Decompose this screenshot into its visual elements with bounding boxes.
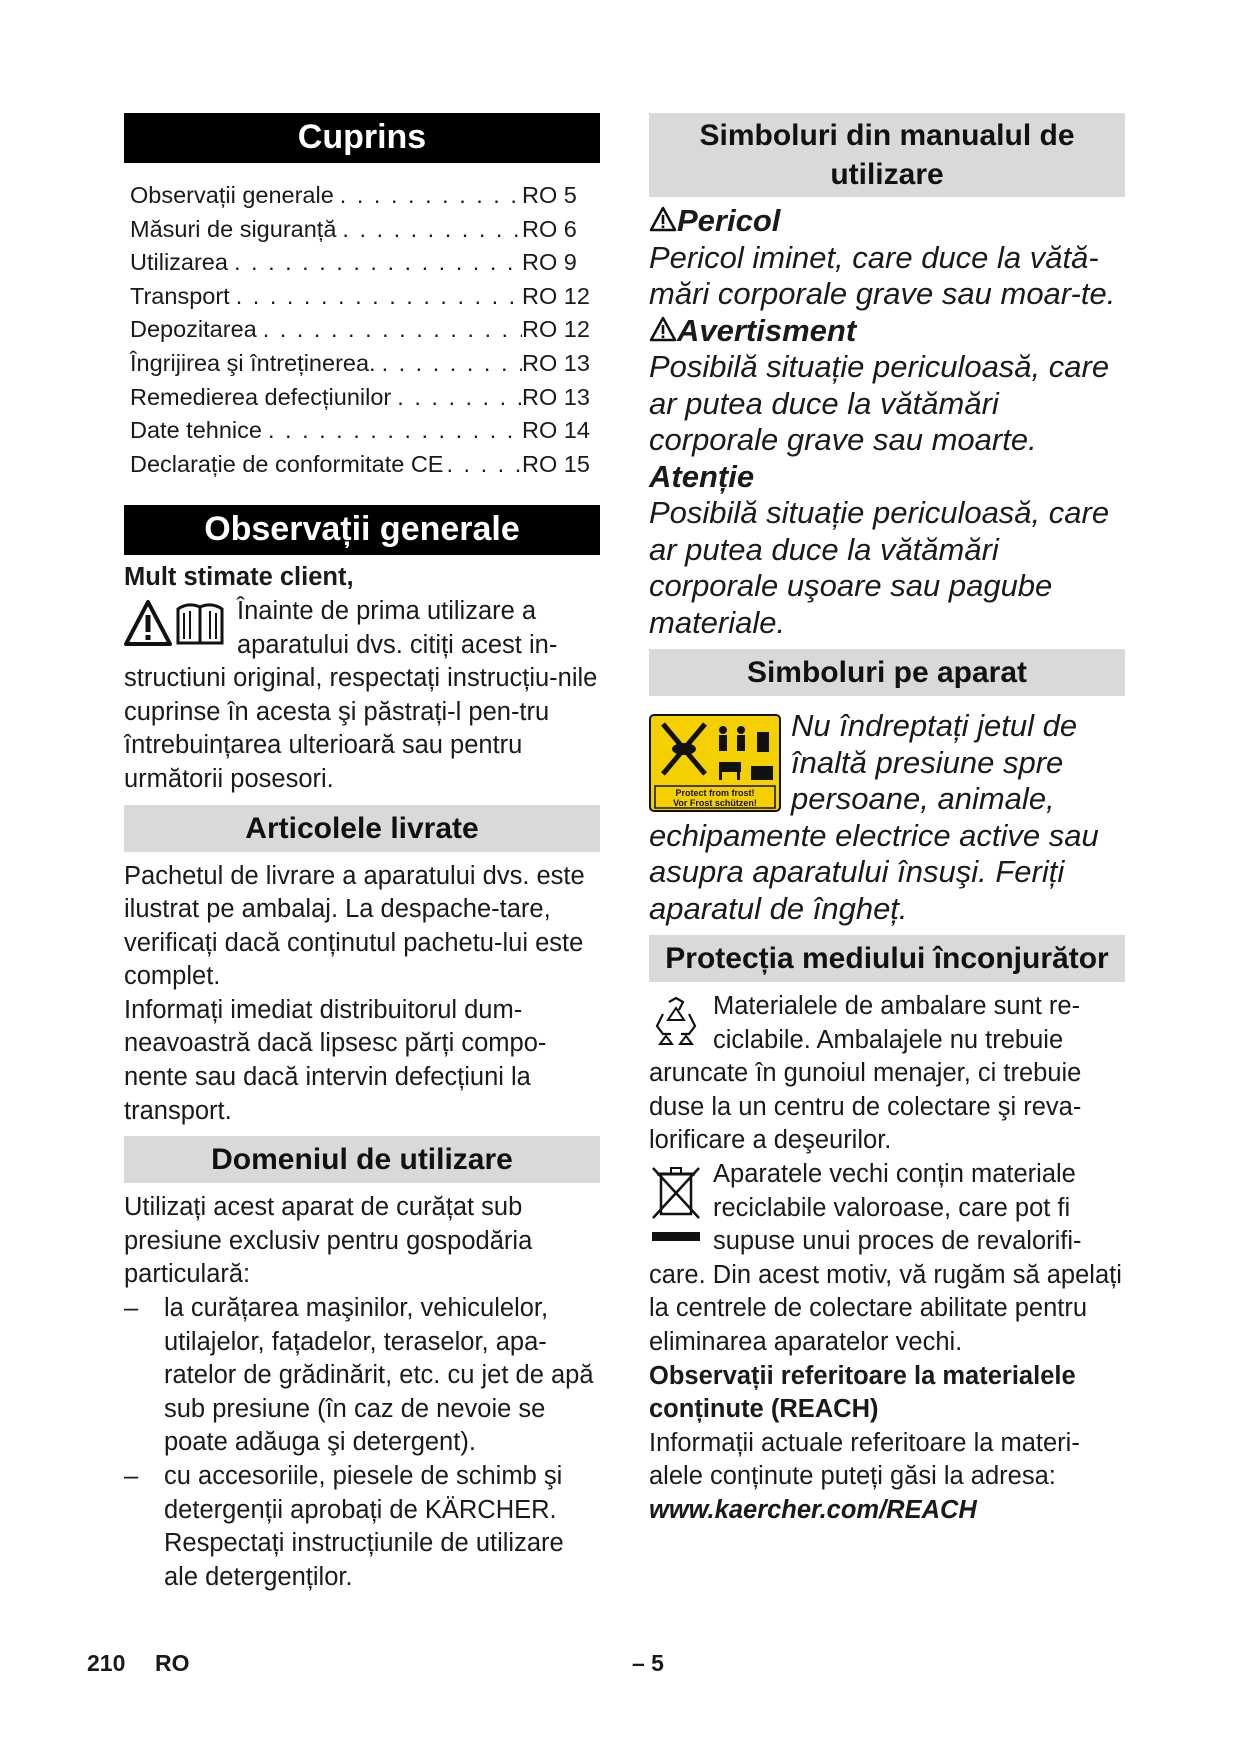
usage-heading: Domeniul de utilizare <box>124 1136 600 1183</box>
toc-label: Remedierea defecțiunilor <box>130 383 392 410</box>
toc-leader <box>391 381 522 415</box>
greeting: Mult stimate client, <box>124 563 354 592</box>
toc-leader <box>230 280 522 314</box>
general-heading: Observații generale <box>124 505 600 555</box>
toc-page: RO 13 <box>522 383 590 410</box>
delivered-p2: Informați imediat distribuitorul dum-neavoastră dacă lipsesc părți compo-nente sau dacă intervin defecțiuni la transport. <box>124 995 547 1125</box>
symbols-device-heading: Simboluri pe aparat <box>649 649 1125 696</box>
right-column <box>649 113 1125 1528</box>
warning-text: Posibilă situație periculoasă, care ar putea duce la vătămări corporale grave sau moarte. <box>649 349 1110 457</box>
warning-triangle-icon <box>649 206 677 232</box>
toc-label: Măsuri de siguranță <box>130 215 337 242</box>
toc-leader <box>262 414 522 448</box>
recycling-text: Materialele de ambalare sunt re-ciclabile. Ambalajele nu trebuie aruncate în gunoiul menajer, ci trebuie duse la un centru de colectare şi reva-lorificare a deşeurilor. <box>649 992 1082 1155</box>
usage-item <box>124 1292 600 1460</box>
table-of-contents <box>130 179 600 481</box>
symbols-manual-heading: Simboluri din manualul de utilizare <box>649 113 1125 197</box>
general-intro-block <box>124 595 600 797</box>
left-column <box>124 113 600 1594</box>
weee-text: Aparatele vechi conțin materiale reciclabile valoroase, care pot fi supuse unui proces de revalorifi-care. Din acest motiv, vă rugăm să apelați la centrele de colectare abilitate pentru eliminarea aparatelor vechi. <box>649 1159 1122 1356</box>
device-symbol-text: Nu îndreptați jetul de înaltă presiune spre persoane, animale, echipamente electrice active sau asupra aparatului însuşi. Feriți aparatul de îngheț. <box>649 708 1099 926</box>
delivered-p1: Pachetul de livrare a aparatului dvs. este ilustrat pe ambalaj. La despache-tare, verificați dacă conținutul pachetu-lui este complet. <box>124 861 585 991</box>
reach-text: Informații actuale referitoare la materi-alele conținute puteți găsi la adresa: <box>649 1428 1080 1491</box>
usage-item-text: cu accesoriile, piesele de schimb şi detergenții aprobați de KÄRCHER. Respectați instrucțiunile de utilizare ale detergenților. <box>164 1462 564 1591</box>
toc-row[interactable] <box>130 280 600 314</box>
toc-label: Îngrijirea şi întreținerea. <box>130 349 376 376</box>
reach-heading: Observații referitoare la materialele conținute (REACH) <box>649 1361 1076 1424</box>
toc-page: RO 13 <box>522 349 590 376</box>
general-intro: Înainte de prima utilizare a aparatului dvs. citiți acest in-structiuni original, respectați instrucțiu-nile cuprinse în acesta şi păstrați-l pen-tru întrebuințarea ulterioară sau pentru următorii posesori. <box>124 596 598 793</box>
list-marker: – <box>124 1294 139 1323</box>
toc-row[interactable] <box>130 213 600 247</box>
toc-label: Utilizarea <box>130 249 228 276</box>
local-page-number: – 5 <box>632 1650 664 1676</box>
label-text-de: Vor Frost schützen! <box>673 798 757 808</box>
crossed-bin-icon <box>649 1164 703 1254</box>
toc-row[interactable] <box>130 381 600 415</box>
reach-link[interactable]: www.kaercher.com/REACH <box>649 1495 977 1524</box>
usage-intro: Utilizați acest aparat de curățat sub presiune exclusiv pentru gospodăria particulară: <box>124 1193 533 1289</box>
usage-item-text: la curățarea maşinilor, vehiculelor, utilajelor, fațadelor, teraselor, apa-ratelor de grădinărit, etc. cu jet de apă sub presiune (în caz de nevoie se poate adăuga şi detergent). <box>164 1294 594 1457</box>
toc-row[interactable] <box>130 179 600 213</box>
list-marker: – <box>124 1462 139 1490</box>
weee-block <box>649 1158 1125 1360</box>
toc-leader <box>228 246 522 280</box>
caution-text: Posibilă situație periculoasă, care ar putea duce la vătămări corporale uşoare sau pagube materiale. <box>649 495 1110 640</box>
toc-leader <box>376 347 522 381</box>
usage-item <box>124 1460 600 1594</box>
warning-triangle-icon <box>649 316 677 342</box>
toc-leader <box>257 313 522 347</box>
toc-page: RO 12 <box>522 316 590 343</box>
high-pressure-warning-label-icon <box>649 714 781 812</box>
toc-page: RO 6 <box>522 215 577 242</box>
recycling-icon <box>649 994 703 1048</box>
toc-leader <box>334 179 522 213</box>
toc-page: RO 5 <box>522 182 577 208</box>
device-symbol-block <box>649 708 1125 927</box>
danger-text: Pericol iminet, care duce la vătă-mări corporale grave sau moar-te. <box>649 239 1116 311</box>
toc-label: Observații generale <box>130 182 334 208</box>
toc-leader <box>336 213 522 247</box>
recycling-block <box>649 990 1125 1158</box>
toc-heading: Cuprins <box>124 113 600 163</box>
toc-row[interactable] <box>130 246 600 280</box>
toc-label: Date tehnice <box>130 417 262 444</box>
warning-manual-icon <box>124 599 227 649</box>
toc-page: RO 12 <box>522 282 590 309</box>
toc-page: RO 15 <box>522 450 590 477</box>
label-text-en: Protect from frost! <box>675 788 755 798</box>
danger-label: Pericol <box>649 203 1125 240</box>
toc-page: RO 14 <box>522 417 590 444</box>
page-number: 210 <box>87 1650 126 1676</box>
toc-row[interactable] <box>130 414 600 448</box>
toc-row[interactable] <box>130 448 600 482</box>
delivered-heading: Articolele livrate <box>124 805 600 852</box>
toc-row[interactable] <box>130 313 600 347</box>
toc-page: RO 9 <box>522 249 577 276</box>
toc-label: Transport <box>130 282 230 309</box>
footer-language: RO <box>155 1650 190 1676</box>
toc-label: Depozitarea <box>130 316 257 343</box>
toc-row[interactable] <box>130 347 600 381</box>
toc-label: Declarație de conformitate CE <box>130 450 444 477</box>
toc-leader <box>443 448 522 482</box>
warning-label: Avertisment <box>649 313 1125 350</box>
caution-label: Atenție <box>649 458 755 494</box>
environment-heading: Protecția mediului înconjurător <box>649 935 1125 982</box>
